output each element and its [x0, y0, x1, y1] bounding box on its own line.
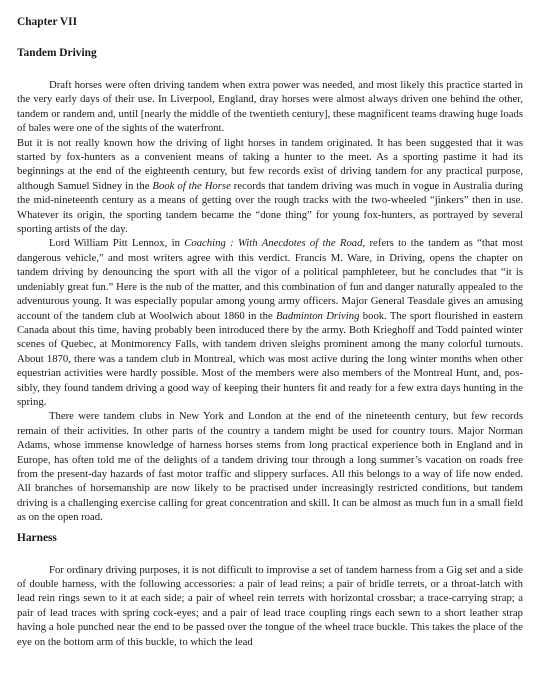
text-run: , refers to the tandem as “that most dangerous vehicle,” and most writers agree with this verdict. Francis M. Ware, in Driving, opens the chapter on tandem driving by denouncing the sport with all the vigor of a political pamphleteer, but he concludes that “it is undeniably great fun.” Here is the nub of the matter, and this combination of fun and danger naturally appealed to the adventurous young. It was especially popular among young army officers. Major General Teasdale gives an amusing account of the tandem club at Woolwich about 1860 in the [17, 237, 523, 322]
paragraph: For ordinary driving purposes, it is not difficult to improvise a set of tandem harness from a Gig set and a side of double harness, with the following accessories: a pair of lead reins; a pair of bridle terrets, or a throat-latch with lead rein rings sewn to it at each side; a pair of wheel rein terrets with horizontal crossbar; a trace-carrying strap; a pair of lead traces with spring cock-eyes; and a pair of lead trace coupling rings each sewn to a short leather strap having a hole punched near the end to be passed over the tongue of the wheel trace buckle. This takes the place of the eye on the bottom arm of this buckle, to which the lead [17, 563, 523, 648]
book-title-italic: Book of the Horse [152, 179, 231, 192]
section-title-harness: Harness [17, 531, 57, 544]
book-title-italic: Coaching : With Anecdotes of the Road [184, 237, 363, 250]
text-run: Lord William Pitt Lennox, in [49, 237, 185, 250]
chapter-heading: Chapter VII [17, 16, 78, 28]
paragraph [17, 236, 523, 409]
paragraph [17, 136, 523, 237]
section-title-tandem-driving: Tandem Driving [17, 47, 97, 59]
text-run: records that tandem driving was much in vogue in Australia during the mid-nineteenth century as a means of getting over the rough tracks with the two-wheeled “jinkers” then in use. Whatever its origin, the sporting tandem became the “done thing” for young fox-hunters, as portrayed by several sporting artists of the day. [17, 179, 524, 236]
book-title-italic: Badminton Driving [276, 309, 360, 322]
paragraph: Draft horses were often driving tandem when extra power was needed, and most likely this practice started in the very early days of their use. In Liverpool, England, dray horses were almost always driven one behind the other, tandem or randem and, until [nearly the middle of the twentieth century], these magnificent teams drawing huge loads of bales were one of the sights of the waterfront. [17, 79, 523, 135]
text-run: But it is not really known how the driving of light horses in tandem originated. It has been suggested that it was started by fox-hunters as a convenient means of taking a hunter to the meet. As a sporting pastime it had its beginnings at the end of the eighteenth century, but few records exist of driving tandem for any practical purpose, although Samuel Sidney in the [17, 136, 523, 192]
text-run: book. The sport flourished in eastern Canada about this time, having probably been introduced there by the army. Both Krieghoff and Todd painted winter scenes of Quebec, at Montmorency Falls, with tandem driven sleighs prominent among the many colorful turnouts. About 1870, there was a tandem club in Montreal, which was most active during the long winter months when other equestrian activities were hardly possible. Most of the members were also members of the Montreal Hunt, and, possibly, they found tandem driving a good way of keeping their hunters fit and ready for a few extra days hunting in the spring. [17, 309, 523, 408]
paragraph: There were tandem clubs in New York and London at the end of the nineteenth century, but few records remain of their activities. In other parts of the country a tandem might be used for country tours. Major Norman Adams, whose immense knowledge of harness horses stems from long practical experience both in England and in Europe, has often told me of the delights of a tandem driving tour through a long summer’s vacation on roads free from the present-day hazards of fast motor traffic and slippery surfaces. All this belongs to a way of life now ended. All branches of horsemanship are now likely to be practised under increasingly restricted conditions, but tandem driving is a challenging exercise calling for great concentration and skill. It can be almost as much fun in a small field as on the open road. [17, 410, 523, 524]
